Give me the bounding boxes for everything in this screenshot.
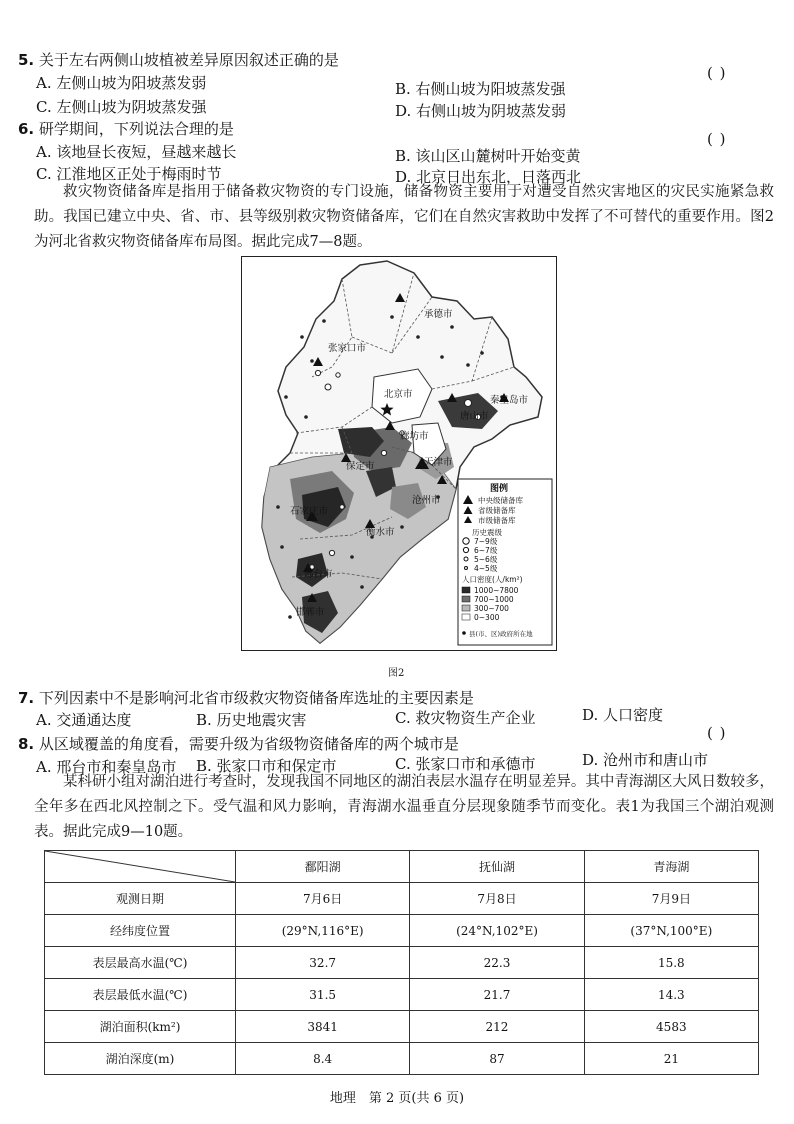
table-row bbox=[45, 1011, 759, 1043]
option-6c: C. 江淮地区正处于梅雨时节 bbox=[36, 165, 222, 183]
label-shijiazhuang: 石家庄市 bbox=[290, 506, 329, 517]
legend-quake-4: 4~5级 bbox=[474, 564, 498, 573]
table-row bbox=[45, 915, 759, 947]
answer-paren-6: ( ) bbox=[707, 130, 727, 148]
question-6-text: 研学期间，下列说法合理的是 bbox=[38, 120, 234, 138]
row-label: 表层最高水温(℃) bbox=[45, 947, 236, 979]
legend-density-swatch-4 bbox=[462, 614, 470, 620]
legend-density-3: 300~700 bbox=[474, 604, 509, 613]
legend-density-1: 1000~7800 bbox=[474, 586, 519, 595]
table-row bbox=[45, 1043, 759, 1075]
page-footer: 地理 第 2 页(共 6 页) bbox=[329, 1091, 465, 1106]
legend-density-swatch-3 bbox=[462, 605, 470, 611]
density-region-light bbox=[262, 447, 456, 643]
legend-provincial: 省级储备库 bbox=[478, 506, 516, 515]
option-6b: B. 该山区山麓树叶开始变黄 bbox=[395, 147, 581, 165]
table-cell: (29°N,116°E) bbox=[236, 915, 410, 947]
label-tianjin: 天津市 bbox=[424, 457, 453, 468]
table-row bbox=[45, 979, 759, 1011]
option-7c: C. 救灾物资生产企业 bbox=[395, 709, 536, 727]
question-7-stem bbox=[18, 687, 474, 708]
label-langfang: 廊坊市 bbox=[400, 431, 429, 442]
question-6-stem bbox=[18, 118, 234, 139]
label-beijing: 北京市 bbox=[384, 389, 413, 400]
table-cell: 7月9日 bbox=[584, 883, 758, 915]
label-qinhuangdao: 秦皇岛市 bbox=[490, 395, 529, 406]
table-corner-cell bbox=[45, 851, 236, 883]
legend-seat: 县(市、区)政府所在地 bbox=[469, 630, 533, 638]
answer-paren-5: ( ) bbox=[707, 64, 727, 82]
table-cell: 14.3 bbox=[584, 979, 758, 1011]
legend-central: 中央级储备库 bbox=[478, 496, 523, 505]
table-header: 鄱阳湖 bbox=[236, 851, 410, 883]
legend-density-swatch-2 bbox=[462, 596, 470, 602]
option-7d: D. 人口密度 bbox=[582, 706, 664, 724]
option-8a: A. 邢台市和秦皇岛市 bbox=[36, 758, 177, 776]
passage-relief-storage: 救灾物资储备库是指用于储备救灾物资的专门设施，储备物资主要用于对遭受自然灾害地区的灾民实施紧急救助。我国已建立中央、省、市、县等级别救灾物资储备库，它们在自然灾害救助中发挥了不可替代的重要作用。图2为河北省救灾物资储备库布局图。据此完成7—8题。 bbox=[34, 184, 774, 250]
legend-density-4: 0~300 bbox=[474, 613, 500, 622]
legend-density-title: 人口密度(人/km²) bbox=[462, 575, 523, 584]
label-cangzhou: 沧州市 bbox=[412, 495, 441, 506]
option-8b: B. 张家口市和保定市 bbox=[196, 757, 337, 775]
option-6d: D. 北京日出东北，日落西北 bbox=[395, 168, 582, 186]
table-header: 抚仙湖 bbox=[410, 851, 584, 883]
option-7a: A. 交通通达度 bbox=[36, 711, 132, 729]
option-5d: D. 右侧山坡为阴坡蒸发弱 bbox=[395, 102, 567, 120]
table-cell: 3841 bbox=[236, 1011, 410, 1043]
question-5-number: 5. bbox=[18, 51, 35, 69]
question-8-number: 8. bbox=[18, 735, 35, 753]
legend-quake-icon-1 bbox=[463, 538, 469, 544]
table-cell: 21 bbox=[584, 1043, 758, 1075]
label-handan: 邯郸市 bbox=[296, 607, 325, 618]
label-hengshui: 衡水市 bbox=[366, 527, 395, 538]
legend-quake-icon-3 bbox=[464, 557, 468, 561]
table-cell: 7月6日 bbox=[236, 883, 410, 915]
table-cell: 7月8日 bbox=[410, 883, 584, 915]
legend-quake-3: 5~6级 bbox=[474, 555, 498, 564]
legend-quake-2: 6~7级 bbox=[474, 546, 498, 555]
corner-diagonal bbox=[45, 851, 235, 882]
hebei-map bbox=[242, 257, 556, 650]
option-5c: C. 左侧山坡为阴坡蒸发强 bbox=[36, 98, 207, 116]
answer-paren-8: ( ) bbox=[707, 724, 727, 742]
legend-quake-1: 7~9级 bbox=[474, 537, 498, 546]
table-cell: 22.3 bbox=[410, 947, 584, 979]
table-row bbox=[45, 883, 759, 915]
label-baoding: 保定市 bbox=[346, 461, 375, 472]
question-8-text: 从区域覆盖的角度看，需要升级为省级物资储备库的两个城市是 bbox=[38, 735, 459, 753]
question-8-stem bbox=[18, 733, 459, 754]
passage-lake-survey: 某科研小组对湖泊进行考查时，发现我国不同地区的湖泊表层水温存在明显差异。其中青海湖区大风日数较多，全年多在西北风控制之下。受气温和风力影响，青海湖水温垂直分层现象随季节而变化。表1为我国三个湖泊观测表。据此完成9—10题。 bbox=[34, 774, 774, 840]
row-label: 表层最低水温(℃) bbox=[45, 979, 236, 1011]
question-5-text: 关于左右两侧山坡植被差异原因叙述正确的是 bbox=[38, 51, 339, 69]
legend-density-2: 700~1000 bbox=[474, 595, 514, 604]
row-label: 湖泊面积(km²) bbox=[45, 1011, 236, 1043]
table-cell: (37°N,100°E) bbox=[584, 915, 758, 947]
row-label: 观测日期 bbox=[45, 883, 236, 915]
map-caption: 图2 bbox=[388, 668, 405, 679]
label-chengde: 承德市 bbox=[424, 309, 453, 320]
label-zhangjiakou: 张家口市 bbox=[328, 343, 367, 354]
legend-quake-icon-2 bbox=[463, 547, 468, 552]
table-cell: 212 bbox=[410, 1011, 584, 1043]
question-7-number: 7. bbox=[18, 689, 35, 707]
option-8d: D. 沧州市和唐山市 bbox=[582, 751, 709, 769]
question-7-text: 下列因素中不是影响河北省市级救灾物资储备库选址的主要因素是 bbox=[38, 689, 474, 707]
label-tangshan: 唐山市 bbox=[460, 411, 489, 422]
row-label: 经纬度位置 bbox=[45, 915, 236, 947]
legend-city: 市级储备库 bbox=[478, 516, 516, 525]
option-5a: A. 左侧山坡为阳坡蒸发弱 bbox=[36, 74, 207, 92]
legend-seat-icon bbox=[462, 631, 466, 635]
table-cell: 31.5 bbox=[236, 979, 410, 1011]
table-cell: 15.8 bbox=[584, 947, 758, 979]
option-5b: B. 右侧山坡为阳坡蒸发强 bbox=[395, 80, 566, 98]
label-xingtai: 邢台市 bbox=[304, 569, 333, 580]
map-legend bbox=[458, 479, 552, 645]
table-cell: 4583 bbox=[584, 1011, 758, 1043]
table-cell: (24°N,102°E) bbox=[410, 915, 584, 947]
option-6a: A. 该地昼长夜短，昼越来越长 bbox=[36, 143, 237, 161]
row-label: 湖泊深度(m) bbox=[45, 1043, 236, 1075]
legend-title: 图例 bbox=[490, 484, 509, 494]
table-header: 青海湖 bbox=[584, 851, 758, 883]
legend-density-swatch-1 bbox=[462, 587, 470, 593]
table-header-row bbox=[45, 851, 759, 883]
table-row bbox=[45, 947, 759, 979]
lake-observation-table bbox=[44, 850, 759, 1075]
table-cell: 8.4 bbox=[236, 1043, 410, 1075]
legend-quake-title: 历史震级 bbox=[472, 528, 502, 537]
question-5-stem bbox=[18, 49, 339, 70]
option-8c: C. 张家口市和承德市 bbox=[395, 755, 536, 773]
table-cell: 32.7 bbox=[236, 947, 410, 979]
hebei-map-figure bbox=[241, 256, 557, 651]
question-6-number: 6. bbox=[18, 120, 35, 138]
table-cell: 87 bbox=[410, 1043, 584, 1075]
legend-quake-icon-4 bbox=[465, 567, 468, 570]
option-7b: B. 历史地震灾害 bbox=[196, 711, 307, 729]
table-cell: 21.7 bbox=[410, 979, 584, 1011]
